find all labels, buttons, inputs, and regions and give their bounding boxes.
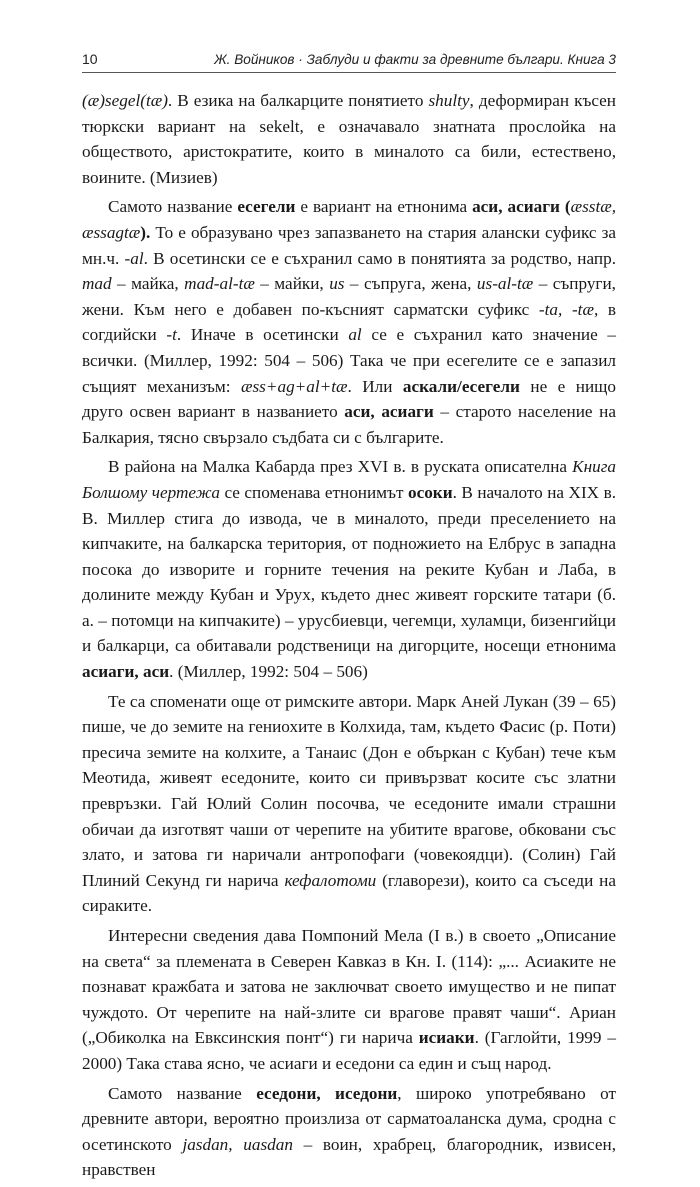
italic-term: -al (124, 248, 144, 268)
bold-term: аси, асиаги ( (472, 197, 571, 217)
italic-term: кефалотоми (284, 870, 377, 890)
bold-term: аскали/есегели (402, 376, 520, 396)
text-run: Самото название (108, 197, 238, 217)
text-run: . Или (347, 376, 403, 396)
text-run: . (Гаглойти, 1999 – 2000) Така става ясно, че асиаги и еседони са един и същ народ. (82, 1028, 616, 1073)
body-text (82, 88, 616, 1187)
paragraph (82, 454, 616, 684)
italic-term: -t (166, 325, 177, 345)
text-run: – старото население на Балкария, тясно свързало съдбата си с българите. (82, 402, 616, 447)
italic-term: mad-al-tæ (184, 274, 255, 294)
page-number: 10 (82, 51, 98, 67)
bold-term: ). (140, 222, 151, 242)
italic-term: us-al-tæ (476, 274, 534, 294)
text-run: , широко употребявано от древните автори, вероятно произлиза от сарматоаланска дума, сродна с осетинското (82, 1083, 616, 1154)
italic-term: æss+ag+al+tæ (241, 376, 348, 396)
italic-term: æsstæ, æssagtæ (82, 197, 616, 242)
text-run: е вариант на етнонима (295, 197, 473, 217)
italic-term: al (348, 325, 362, 345)
italic-term: jasdan, uasdan (182, 1134, 293, 1154)
text-run: . В езика на балкарците понятието (167, 91, 429, 110)
page-header (82, 48, 616, 73)
italic-term: mad (82, 274, 112, 294)
bold-term: аси, асиаги (344, 402, 434, 422)
italic-term: -ta, -tæ (538, 299, 594, 319)
text-run: , деформиран късен тюркски вариант на sekelt, е означавало знатната прослойка на обществото, аристократите, които в миналото са били, естествено, воините. (Мизиев) (82, 91, 616, 187)
paragraph (82, 689, 616, 919)
text-run: . (Миллер, 1992: 504 – 506) (169, 662, 368, 682)
paragraph (82, 88, 616, 190)
italic-term: (æ)segel(tæ) (82, 91, 168, 110)
text-run: Самото название (108, 1083, 257, 1103)
paragraph (82, 194, 616, 450)
text-run: – воин, храбрец, благородник, извисен, нравствен (82, 1134, 616, 1180)
italic-term: Книга Болшому чертежа (82, 457, 616, 502)
paragraph (82, 923, 616, 1077)
bold-term: есегели (237, 197, 296, 217)
text-run: – майка, (111, 274, 185, 294)
text-run: . В осетински се е съхранил само в понятията за родство, напр. (143, 248, 616, 268)
bold-term: осоки (407, 482, 453, 502)
text-run: – съпруги, жени. Към него е добавен по-късният сарматски суфикс (82, 274, 616, 319)
italic-term: shulty (428, 91, 470, 110)
text-run: В района на Малка Кабарда през XVI в. в руската описателна (108, 457, 573, 477)
text-run: Те са споменати още от римските автори. Марк Аней Лукан (39 – 65) пише, че до земите на гениохите в Колхида, там, където Фасис (р. Поти) пресича земите на колхите, а Танаис (Дон е объркан с Кубан) тече към Меотида, живеят еседоните, които си привързват косите със златни превръзки. Гай Юлий Солин посочва, че еседоните имали страшни обичаи да изготвят чаши от черепите на убитите врагове, обковани със злато, и затова ги наричали антропофаги (човекоядци). (Солин) Гай Плиний Секунд ги нарича (82, 691, 616, 890)
text-run: – съпруга, жена, (344, 274, 477, 294)
text-run: се споменава етнонимът (219, 482, 408, 502)
text-run: . В началото на XIX в. В. Миллер стига до извода, че в миналото, преди преселението на кипчаките, на балкарска територия, от подножието на Елбрус в западна посока до изворите и горните течения на реките Кубан и Лаба, в долините между Кубан и Урух, където днес живеят горските татари (б. а. – потомци на кипчаките) – урусбиевци, чегемци, хуламци, бизенгийци и балкарци, са обитавали родственици на дигорците, носещи етнонима (82, 482, 616, 656)
text-run: То е образувано чрез запазването на стария алански суфикс за мн.ч. (82, 222, 616, 268)
text-run: , в согдийски (82, 299, 616, 345)
text-run: . Иначе в осетински (176, 325, 349, 345)
paragraph (82, 1081, 616, 1183)
bold-term: еседони, иседони (256, 1083, 398, 1103)
text-run: се е съхранил като значение – всички. (Миллер, 1992: 504 – 506) Така че при есегелите се е запазил същият механизъм: (82, 325, 617, 396)
bold-term: асиаги, аси (82, 662, 170, 682)
italic-term: us (329, 274, 345, 294)
bold-term: исиаки (418, 1028, 475, 1048)
text-run: – майки, (254, 274, 330, 294)
text-run: Интересни сведения дава Помпоний Мела (I в.) в своето „Описание на света“ за племената в Северен Кавказ в Кн. I. (114): „... Асиаките не познават кражбата и затова не заключват своето имущество и не пипат чуждото. От черепите на най-злите си врагове правят чаши“. Ариан („Обиколка на Евксинския понт“) ги нарича (82, 926, 616, 1048)
text-run: не е нищо друго освен вариант в названието (82, 376, 617, 422)
running-title: Ж. Войников · Заблуди и факти за древните българи. Книга 3 (214, 52, 616, 67)
text-run: (главорези), които са съседи на сираките. (82, 870, 616, 916)
